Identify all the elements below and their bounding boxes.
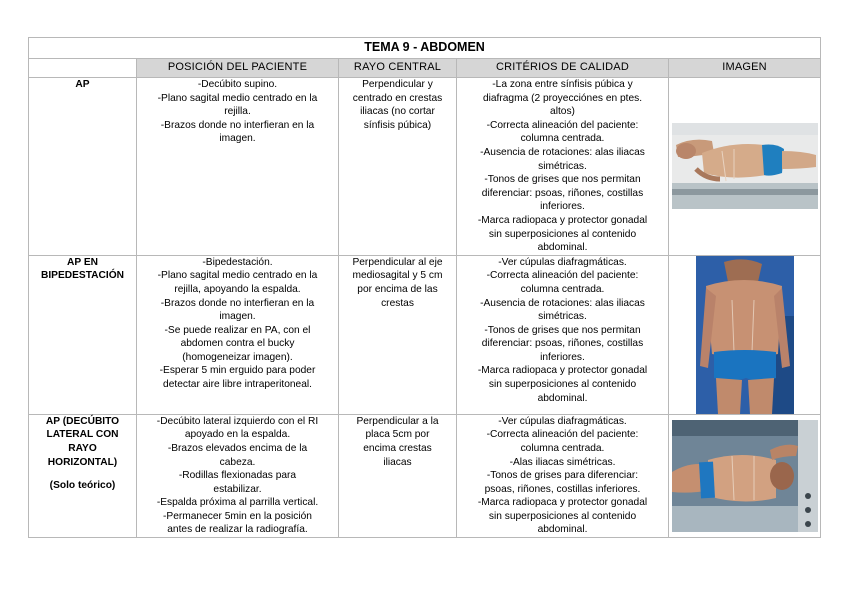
text-line: -Decúbito supino. xyxy=(197,79,278,90)
text-line: inferiores. xyxy=(540,351,585,363)
table-row xyxy=(29,255,821,414)
text-line: columna centrada. xyxy=(520,442,605,454)
text-line: -Brazos elevados encima de la xyxy=(167,442,308,454)
criterios-cell xyxy=(457,414,669,537)
row-label-line: AP (DECÚBITO xyxy=(45,415,120,427)
text-line: sínfisis púbica) xyxy=(363,119,432,131)
text-line: Perpendicular y xyxy=(362,79,433,90)
text-line: abdominal. xyxy=(537,242,588,254)
text-line: diferenciar: psoas, riñones, costillas xyxy=(481,338,644,350)
row-label-line: RAYO xyxy=(68,442,97,454)
row-note: (Solo teórico) xyxy=(49,480,116,492)
header-blank xyxy=(29,59,137,78)
row-label-line: LATERAL CON xyxy=(46,429,119,441)
page-title: TEMA 9 - ABDOMEN xyxy=(29,38,821,59)
text-line: abdominal. xyxy=(537,524,588,536)
row-label-line: AP EN xyxy=(67,256,98,268)
text-line: detectar aire libre intraperitoneal. xyxy=(163,379,312,391)
text-line: -Marca radiopaca y protector gonadal xyxy=(477,214,648,226)
text-line: -Bipedestación. xyxy=(202,256,273,268)
header-criterios: CRITÉRIOS DE CALIDAD xyxy=(457,59,669,78)
text-line: mediosagital y 5 cm xyxy=(352,270,443,282)
rayo-cell xyxy=(339,255,457,414)
posicion-cell xyxy=(137,78,339,256)
text-line: -Correcta alineación del paciente: xyxy=(486,270,639,282)
text-line: Perpendicular al eje xyxy=(352,256,443,268)
text-line: diafragma (2 proyecciónes en ptes. xyxy=(482,92,643,104)
posicion-cell xyxy=(137,255,339,414)
rayo-cell xyxy=(339,414,457,537)
text-line: diferenciar: psoas, riñones, costillas xyxy=(481,187,644,199)
text-line: -Tonos de grises que nos permitan xyxy=(484,324,641,336)
text-line: antes de realizar la radiografía. xyxy=(167,524,308,536)
text-line: rejilla. xyxy=(224,106,251,118)
text-line: -Plano sagital medio centrado en la xyxy=(157,92,318,104)
row-label-line: HORIZONTAL) xyxy=(47,456,118,468)
text-line: -Correcta alineación del paciente: xyxy=(486,429,639,441)
text-line: crestas xyxy=(381,297,414,309)
text-line: -Alas iliacas simétricas. xyxy=(509,456,616,468)
row-label xyxy=(29,414,137,537)
patient-standing-photo xyxy=(696,256,794,414)
text-line: sin superposiciones al contenido xyxy=(488,510,637,522)
patient-supine-photo xyxy=(672,123,818,209)
text-line: (homogeneizar imagen). xyxy=(182,351,293,363)
table-row xyxy=(29,414,821,537)
row-label xyxy=(29,255,137,414)
text-line: columna centrada. xyxy=(520,133,605,145)
rayo-cell xyxy=(339,78,457,256)
image-cell xyxy=(669,414,821,537)
text-line: encima crestas xyxy=(363,442,432,454)
text-line: abdominal. xyxy=(537,392,588,404)
text-line: -Permanecer 5min en la posición xyxy=(163,510,312,522)
text-line: imagen. xyxy=(219,311,256,323)
text-line: cabeza. xyxy=(219,456,256,468)
text-line: -Ausencia de rotaciones: alas iliacas xyxy=(480,297,645,309)
text-line: estabilizar. xyxy=(213,483,262,495)
text-line: -Ausencia de rotaciones: alas iliacas xyxy=(480,146,645,158)
text-line: -Correcta alineación del paciente: xyxy=(486,119,639,131)
text-line: sin superposiciones al contenido xyxy=(488,379,637,391)
patient-lateral-decubitus-photo xyxy=(672,420,818,532)
text-line: -Ver cúpulas diafragmáticas. xyxy=(498,256,627,268)
text-line: sin superposiciones al contenido xyxy=(488,228,637,240)
text-line: -Espalda próxima al parrilla vertical. xyxy=(156,497,319,509)
abdomen-table xyxy=(28,37,821,538)
image-cell xyxy=(669,78,821,256)
criterios-cell xyxy=(457,255,669,414)
text-line: rejilla, apoyando la espalda. xyxy=(174,283,301,295)
text-line: -Brazos donde no interfieran en la xyxy=(160,119,315,131)
row-label-line: BIPEDESTACIÓN xyxy=(40,270,125,282)
text-line: -La zona entre sínfisis púbica y xyxy=(492,79,633,90)
text-line: centrado en crestas xyxy=(352,92,443,104)
text-line: Perpendicular a la xyxy=(356,415,439,427)
posicion-cell xyxy=(137,414,339,537)
text-line: -Rodillas flexionadas para xyxy=(178,470,297,482)
text-line: columna centrada. xyxy=(520,283,605,295)
text-line: -Esperar 5 min erguido para poder xyxy=(159,365,316,377)
text-line: -Brazos donde no interfieran en la xyxy=(160,297,315,309)
text-line: imagen. xyxy=(219,133,256,145)
text-line: -Tonos de grises que nos permitan xyxy=(484,174,641,186)
text-line: inferiores. xyxy=(540,201,585,213)
text-line: psoas, riñones, costillas inferiores. xyxy=(484,483,641,495)
text-line: abdomen contra el bucky xyxy=(180,338,295,350)
image-cell xyxy=(669,255,821,414)
text-line: -Tonos de grises para diferenciar: xyxy=(486,470,639,482)
text-line: por encima de las xyxy=(357,283,438,295)
text-line: -Se puede realizar en PA, con el xyxy=(164,324,311,336)
text-line: -Marca radiopaca y protector gonadal xyxy=(477,365,648,377)
header-rayo: RAYO CENTRAL xyxy=(339,59,457,78)
text-line: -Marca radiopaca y protector gonadal xyxy=(477,497,648,509)
table-row xyxy=(29,78,821,256)
criterios-cell xyxy=(457,78,669,256)
header-posicion: POSICIÓN DEL PACIENTE xyxy=(137,59,339,78)
row-label xyxy=(29,78,137,256)
text-line: iliacas (no cortar xyxy=(360,106,435,118)
text-line: apoyado en la espalda. xyxy=(184,429,291,441)
text-line: simétricas. xyxy=(538,311,587,323)
text-line: placa 5cm por xyxy=(365,429,430,441)
text-line: -Decúbito lateral izquierdo con el RI xyxy=(156,415,319,427)
text-line: -Plano sagital medio centrado en la xyxy=(157,270,318,282)
text-line: simétricas. xyxy=(538,160,587,172)
text-line: iliacas xyxy=(383,456,412,468)
text-line: -Ver cúpulas diafragmáticas. xyxy=(498,415,627,427)
text-line: altos) xyxy=(550,106,575,118)
header-imagen: IMAGEN xyxy=(669,59,821,78)
row-label-line: AP xyxy=(75,79,90,90)
